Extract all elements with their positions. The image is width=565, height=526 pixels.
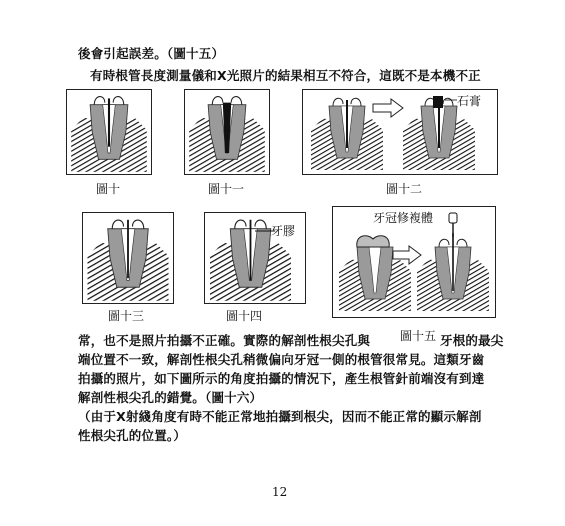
figure-13	[82, 212, 174, 304]
tooth-illustration	[67, 90, 151, 174]
caption-fig-13: 圖十三	[108, 309, 145, 323]
text-line-3b: 牙根的最尖	[440, 333, 504, 348]
text-line-4: 端位置不一致，解剖性根尖孔稍微偏向牙冠一側的根管很常見。這類牙齒	[78, 352, 485, 367]
text-line-8: 性根尖孔的位置。）	[78, 428, 187, 443]
caption-fig-10: 圖十	[96, 182, 121, 196]
figure-10	[66, 89, 152, 175]
text-line-2: 有時根管長度測量儀和X光照片的結果相互不符合，這既不是本機不正	[90, 68, 481, 83]
caption-fig-14: 圖十四	[226, 309, 263, 323]
figure-14	[204, 212, 306, 304]
tooth-illustration	[185, 90, 269, 174]
page-number: 12	[272, 485, 288, 499]
tooth-illustration	[83, 213, 173, 303]
figure-15	[332, 206, 496, 318]
caption-fig-12: 圖十二	[386, 182, 423, 196]
text-line-1: 後會引起誤差。（圖十五）	[78, 46, 225, 61]
caption-fig-15: 圖十五	[400, 329, 437, 343]
text-line-3a: 常，也不是照片拍攝不正確。實際的解剖性根尖孔與	[78, 333, 371, 348]
label-crown-restoration: 牙冠修複體	[373, 211, 434, 225]
figure-11	[184, 89, 270, 175]
text-line-5: 拍攝的照片，如下圖所示的角度拍攝的情況下，產生根管針前端沒有到達	[78, 371, 485, 386]
label-gypsum: 石膏	[457, 94, 482, 108]
text-line-6: 解剖性根尖孔的錯覺。（圖十六）	[78, 390, 263, 405]
text-line-7: （由于X射綫角度有時不能正常地拍攝到根尖，因而不能正常的顯示解剖	[78, 409, 482, 424]
figure-12	[302, 89, 498, 175]
caption-fig-11: 圖十一	[208, 182, 245, 196]
label-dental-glue: 牙膠	[271, 224, 296, 238]
